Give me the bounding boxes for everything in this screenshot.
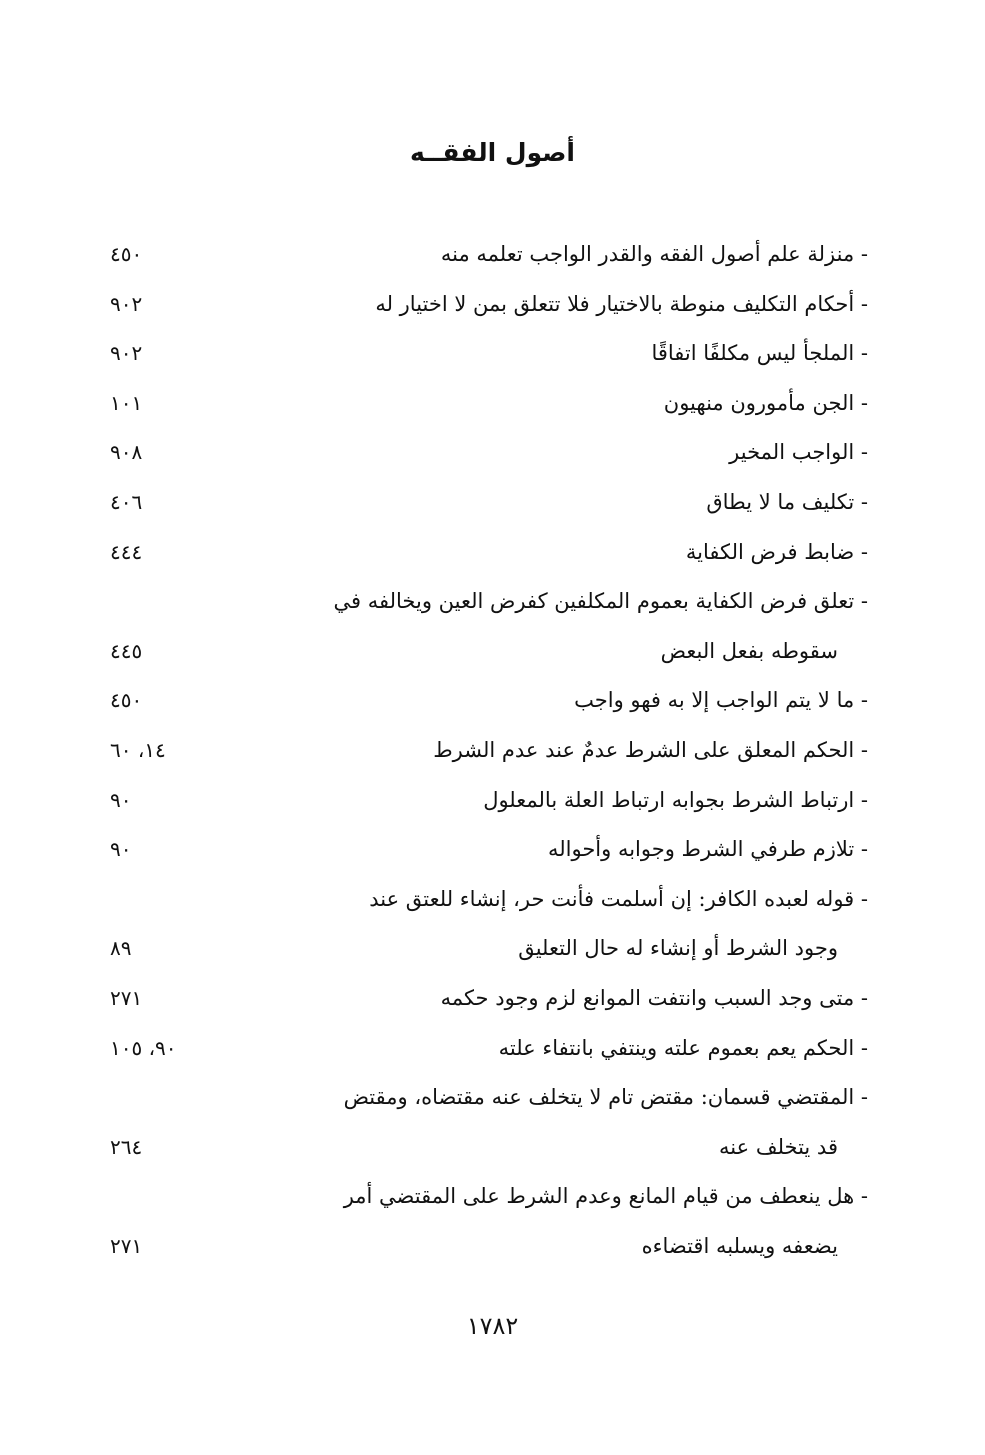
index-entry-text: - ما لا يتم الواجب إلا به فهو واجب [574, 688, 868, 713]
index-entry-page: ١٤، ٦٠ [110, 737, 166, 762]
index-entry [110, 877, 868, 927]
index-entry [110, 381, 868, 431]
index-entry [110, 976, 868, 1026]
index-entry-text: - الواجب المخير [729, 440, 868, 465]
index-entry [110, 1125, 868, 1175]
index-entry-page: ٤٥٠ [110, 242, 143, 266]
index-entry-text: - الحكم يعم بعموم علته وينتفي بانتفاء علته [498, 1035, 868, 1060]
index-entry-text: - المقتضي قسمان: مقتض تام لا يتخلف عنه مقتضاه، ومقتض [343, 1085, 868, 1110]
index-entry [110, 530, 868, 580]
index-entry-text: - الجن مأمورون منهيون [663, 390, 868, 415]
index-entry-text: قد يتخلف عنه [719, 1134, 838, 1159]
index-entry-page: ٨٩ [110, 936, 132, 961]
index-entry-page: ٢٧١ [110, 1233, 143, 1258]
index-entry [110, 629, 868, 679]
index-entry-page: ٤٥٠ [110, 688, 143, 713]
index-entry [110, 331, 868, 381]
index-entry-text: - متى وجد السبب وانتفت الموانع لزم وجود حكمه [440, 985, 868, 1010]
index-entry-page: ٩٠، ١٠٥ [110, 1035, 177, 1060]
index-entry-text: - ضابط فرض الكفاية [685, 539, 868, 564]
index-entry [110, 778, 868, 828]
index-entry [110, 1174, 868, 1224]
index-entry [110, 480, 868, 530]
index-entry-page: ٩٠٢ [110, 341, 143, 366]
index-entry [110, 827, 868, 877]
index-entry-text: - تكليف ما لا يطاق [706, 489, 868, 514]
index-entry-text: - قوله لعبده الكافر: إن أسلمت فأنت حر، إنشاء للعتق عند [369, 886, 868, 911]
index-entry-page: ٩٠٨ [110, 440, 143, 465]
index-entry-text: وجود الشرط أو إنشاء له حال التعليق [518, 936, 838, 961]
index-entry-page: ٢٧١ [110, 985, 143, 1010]
page-number: ١٧٨٢ [466, 1312, 519, 1340]
index-entry-page: ٩٠٢ [110, 291, 143, 316]
index-entry [110, 232, 868, 282]
index-entry-text: - منزلة علم أصول الفقه والقدر الواجب تعلمه منه [440, 242, 868, 266]
index-entry-text: يضعفه ويسلبه اقتضاءه [641, 1233, 838, 1258]
index-entry-page: ٩٠ [110, 837, 132, 862]
index-entry-text: - الملجأ ليس مكلفًا اتفاقًا [651, 341, 868, 366]
index-entry [110, 1075, 868, 1125]
index-entry-page: ٢٦٤ [110, 1134, 143, 1159]
index-entry [110, 678, 868, 728]
index-entry [110, 1026, 868, 1076]
index-entry-text: - هل ينعطف من قيام المانع وعدم الشرط على المقتضي أمر [343, 1184, 868, 1209]
index-entry-page: ٤٤٤ [110, 539, 143, 564]
index-entry-text: - أحكام التكليف منوطة بالاختيار فلا تتعلق بمن لا اختيار له [375, 291, 868, 316]
index-entry [110, 430, 868, 480]
index-entry [110, 728, 868, 778]
index-entry-text: - الحكم المعلق على الشرط عدمٌ عند عدم الشرط [433, 737, 868, 762]
index-entry-page: ٤٠٦ [110, 489, 143, 514]
index-entry [110, 1224, 868, 1274]
index-entry-page: ١٠١ [110, 390, 143, 415]
index-entry [110, 579, 868, 629]
index-entry-text: سقوطه بفعل البعض [660, 638, 838, 663]
index-entry [110, 282, 868, 332]
index-entry-text: - تلازم طرفي الشرط وجوابه وأحواله [547, 837, 868, 862]
index-entry-text: - ارتباط الشرط بجوابه ارتباط العلة بالمعلول [483, 787, 868, 812]
index-entry-page: ٤٤٥ [110, 638, 143, 663]
index-entry-text: - تعلق فرض الكفاية بعموم المكلفين كفرض العين ويخالفه في [333, 589, 868, 614]
index-entry-page: ٩٠ [110, 787, 132, 812]
page-title: أصول الفقــه [410, 138, 575, 167]
index-entries [110, 232, 868, 1273]
index-entry [110, 926, 868, 976]
